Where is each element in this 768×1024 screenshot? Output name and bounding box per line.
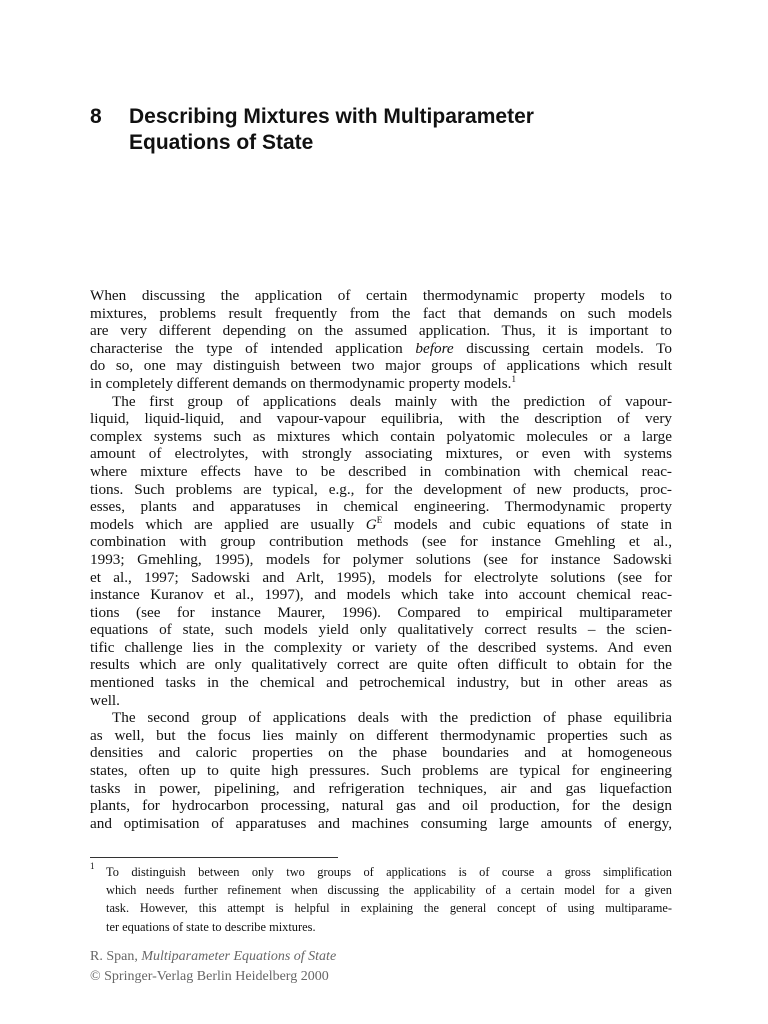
- chapter-title-line-1: Describing Mixtures with Multiparameter: [129, 105, 534, 128]
- text-line: et al., 1997; Sadowski and Arlt, 1995), models for electrolyte solutions (see for: [90, 568, 672, 586]
- text-line: well.: [90, 691, 120, 709]
- text-line: amount of electrolytes, with strongly associating mixtures, or even with systems: [90, 445, 672, 463]
- text-line: instance Kuranov et al., 1997), and models which take into account chemical reac-: [90, 586, 672, 604]
- text-line: do so, one may distinguish between two major groups of applications which result: [90, 357, 672, 375]
- credit-author-line: [90, 947, 336, 967]
- paragraph-1: [90, 287, 672, 393]
- footnote-text: [106, 863, 672, 936]
- text-line: tions. Such problems are typical, e.g., for the development of new products, proc-: [90, 480, 672, 498]
- text-line: When discussing the application of certain thermodynamic property models to: [90, 287, 672, 304]
- text-line: The second group of applications deals with the prediction of phase equilibria: [112, 709, 672, 727]
- text-line: results which are only qualitatively correct are quite often difficult to obtain for the: [90, 656, 672, 674]
- footnote-separator: [90, 857, 338, 858]
- chapter-title-line-2: Equations of State: [129, 131, 314, 154]
- text-line: The first group of applications deals mainly with the prediction of vapour-: [112, 392, 672, 410]
- text-line: esses, plants and apparatuses in chemical engineering. Thermodynamic property: [90, 498, 672, 516]
- text-line: mixtures, problems result frequently from the fact that demands on such models: [90, 304, 672, 322]
- text-line: tific challenge lies in the complexity or variety of the described systems. And even: [90, 638, 672, 656]
- text-line: liquid, liquid-liquid, and vapour-vapour equilibria, with the description of very: [90, 410, 672, 428]
- text-line: equations of state, such models yield only qualitatively correct results – the scien-: [90, 621, 672, 639]
- credit-copyright: © Springer-Verlag Berlin Heidelberg 2000: [90, 969, 329, 984]
- text-fragment: characterise the type of intended application: [90, 339, 416, 357]
- text-fragment: in completely different demands on thermodynamic property models.: [90, 374, 512, 392]
- credit-book-title: Multiparameter Equations of State: [141, 949, 337, 964]
- text-line: densities and caloric properties on the phase boundaries and at homogeneous: [90, 744, 672, 762]
- text-line: plants, for hydrocarbon processing, natural gas and oil production, for the design: [90, 797, 672, 815]
- text-line: 1993; Gmehling, 1995), models for polymer solutions (see for instance Sadowski: [90, 550, 672, 568]
- footnote: [90, 863, 672, 936]
- chapter-number: 8: [90, 105, 102, 128]
- text-fragment: models and cubic equations of state in: [382, 515, 672, 533]
- text-line: as well, but the focus lies mainly on different thermodynamic properties such as: [90, 726, 672, 744]
- text-line: are very different depending on the assumed application. Thus, it is important to: [90, 322, 672, 340]
- text-line: complex systems such as mixtures which contain polyatomic molecules or a large: [90, 427, 672, 445]
- footnote-line: ter equations of state to describe mixtures.: [106, 919, 316, 934]
- paragraph-2: [90, 393, 672, 710]
- text-line: where mixture effects have to be described in combination with chemical reac-: [90, 462, 672, 480]
- text-line: tions (see for instance Maurer, 1996). Compared to empirical multiparameter: [90, 603, 672, 621]
- publication-credit: [90, 947, 336, 987]
- text-line: tasks in power, pipelining, and refrigeration techniques, air and gas liquefaction: [90, 779, 672, 797]
- symbol-g: G: [365, 515, 377, 533]
- text-line: and optimisation of apparatuses and machines consuming large amounts of energy,: [90, 814, 672, 832]
- chapter-title: [129, 104, 669, 156]
- body-text: [90, 287, 672, 832]
- footnote-line: To distinguish between only two groups of applications is of course a gross simplification: [106, 865, 672, 879]
- credit-author: R. Span,: [90, 949, 142, 964]
- text-line: mentioned tasks in the chemical and petrochemical industry, but in other areas as: [90, 674, 672, 692]
- text-line: [90, 375, 672, 393]
- footnote-mark: 1: [90, 861, 95, 871]
- text-line: [90, 340, 672, 358]
- paragraph-3: [90, 709, 672, 832]
- text-line: states, often up to quite high pressures. Such problems are typical for engineering: [90, 762, 672, 780]
- text-line: [90, 516, 672, 534]
- footnote-reference[interactable]: 1: [511, 374, 516, 384]
- text-fragment: models which are applied are usually: [90, 515, 366, 533]
- text-line: combination with group contribution methods (see for instance Gmehling et al.,: [90, 533, 672, 551]
- footnote-line: which needs further refinement when discussing the applicability of a certain model for a given: [106, 883, 672, 898]
- symbol-superscript-e: E: [376, 515, 383, 525]
- footnote-line: task. However, this attempt is helpful in explaining the general concept of using multiparame-: [106, 901, 672, 916]
- emphasis-before: before: [415, 339, 454, 357]
- text-fragment: discussing certain models. To: [453, 339, 672, 357]
